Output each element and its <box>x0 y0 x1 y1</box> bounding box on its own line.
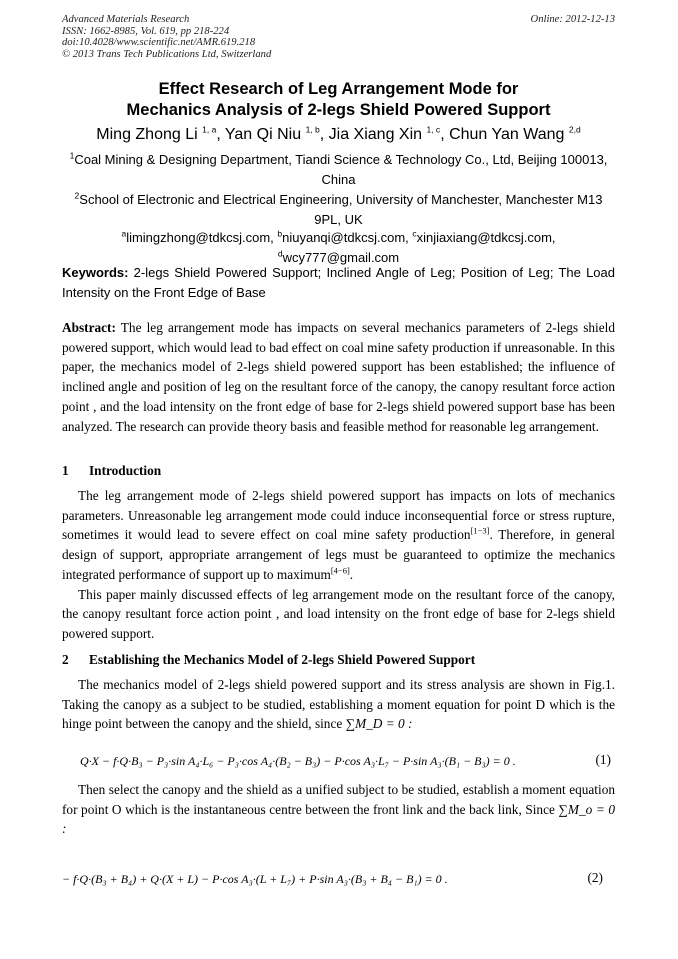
section-body: The leg arrangement mode of 2-legs shield powered support has impacts on lots of mechanics parameters. Unreasonable leg arrangement mode could induce inconsequential force or stress rupture, sometimes it would lead to severe effect on coal mine safety production[1−3]. Therefore, in general design of support, appropriate arrangement of legs must be guaranteed to optimize the mechanics integrated performance of support up to maximum[4−6]. This paper mainly discussed effects of leg arrangement mode on the resultant force of the canopy, the canopy resultant force action point , and load intensity on the front edge of base for 2-legs shield powered support. <box>62 488 615 641</box>
equation-number: (1) <box>595 752 611 767</box>
journal-header <box>62 14 271 60</box>
copyright: © 2013 Trans Tech Publications Ltd, Switzerland <box>62 48 272 60</box>
doi: doi:10.4028/www.scientific.net/AMR.619.218 <box>62 37 256 49</box>
section-body: The mechanics model of 2-legs shield powered support and its stress analysis are shown in Fig.1. Taking the canopy as a subject to be studied, establishing a moment equation for point D which is the hinge point between the canopy and the shield, since ∑M_D = 0 : <box>62 677 615 732</box>
equation-2: − f·Q·(B₃ + B₄) + Q·(X + L) − P·cos A₃·(L + L₇) + P·sin A₃·(B₃ + B₄ − B₁) = 0 . <box>62 872 448 886</box>
affiliation: $^1$Coal Mining & Designing Department, Tiandi Science & Technology Co., Ltd, Beijing 100013, China <box>69 150 608 187</box>
author: Yan Qi Niu $^{1, b}$ <box>224 124 320 143</box>
author: Ming Zhong Li $^{1, a}$ <box>96 124 217 143</box>
section-heading: 1 Introduction <box>62 463 162 478</box>
issn: ISSN: 1662-8985, Vol. 619, pp 218-224 <box>62 25 230 37</box>
journal-name: Advanced Materials Research <box>62 14 190 25</box>
paper-title <box>62 79 615 121</box>
equation-number: (2) <box>587 870 603 885</box>
title-line: Mechanics Analysis of 2-legs Shield Powered Support <box>126 101 551 119</box>
equation-1: Q·X − f·Q·B₃ − P₃·sin A₄·L₆ − P₃·cos A₄·(B₂ − B₃) − P·cos A₃·L₇ − P·sin A₃·(B₁ − B₃) = 0 . <box>80 754 516 768</box>
author: Jia Xiang Xin $^{1, c}$ <box>328 124 441 143</box>
affiliation: $^2$School of Electronic and Electrical Engineering, University of Manchester, Manchester M13 9PL, UK <box>74 190 603 227</box>
author: Chun Yan Wang $^{2,d}$ <box>449 124 581 143</box>
online-date: Online: 2012-12-13 <box>530 14 615 25</box>
condition: ∑M_o = 0 : <box>62 801 615 837</box>
email-list: $^a$limingzhong@tdkcsj.com, $^b$niuyanqi@tdkcsj.com, $^c$xinjiaxiang@tdkcsj.com, $^d$wcy777@gmail.com <box>121 228 556 265</box>
title-line: Effect Research of Leg Arrangement Mode for <box>158 80 519 98</box>
section-body: Then select the canopy and the shield as a unified subject to be studied, establish a moment equation for point O which is the instantaneous centre between the front link and the back link, Since ∑M_o = 0 : <box>62 782 615 837</box>
condition: ∑M_D = 0 : <box>345 716 413 732</box>
section-heading: 2 Establishing the Mechanics Model of 2-legs Shield Powered Support <box>62 652 476 667</box>
author-list: Ming Zhong Li $^{1, a}$, Yan Qi Niu $^{1, b}$, Jia Xiang Xin $^{1, c}$, Chun Yan Wang $^{2,d}$ <box>96 124 581 143</box>
keywords: Keywords: 2-legs Shield Powered Support; Inclined Angle of Leg; Position of Leg; The Load Intensity on the Front Edge of Base <box>62 265 615 300</box>
abstract: Abstract: The leg arrangement mode has impacts on several mechanics parameters of 2-legs shield powered support, which would lead to bad effect on coal mine safety production if unreasonable. In this paper, the mechanics model of 2-legs shield powered support has been established; the influence of inclined angle and position of leg on the resultant force of the canopy, the canopy resultant force action point , and the load intensity on the front edge of base for 2-legs shield powered support base has been analyzed. The research can provide theory basis and feasible method for reasonable leg arrangement. <box>62 320 615 434</box>
